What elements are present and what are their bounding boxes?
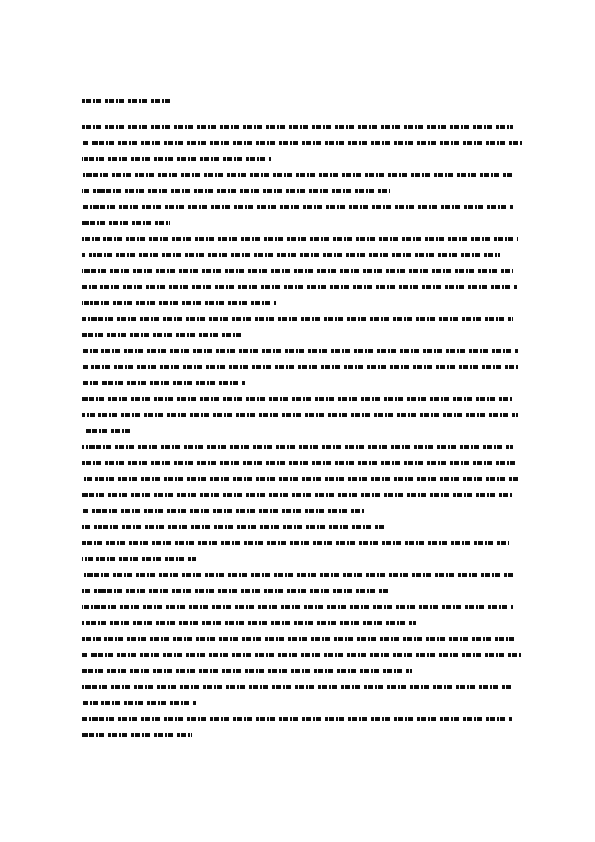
text-line-redacted (82, 445, 513, 449)
text-line-redacted (82, 157, 271, 161)
text-line (82, 381, 522, 392)
document-body (82, 121, 522, 761)
text-line (82, 173, 522, 184)
text-line-redacted (82, 589, 390, 593)
paragraph (82, 205, 522, 232)
text-line-redacted (82, 285, 518, 289)
text-line (82, 125, 522, 136)
text-line-redacted (82, 269, 513, 273)
text-line (82, 141, 522, 152)
paragraph (82, 637, 522, 680)
text-line (82, 509, 522, 520)
text-line (82, 525, 522, 536)
text-line-redacted (82, 381, 245, 385)
paragraph (82, 237, 522, 264)
text-line-redacted (82, 205, 513, 209)
text-line-redacted (82, 509, 364, 513)
text-line (82, 669, 522, 680)
text-line (82, 333, 522, 344)
paragraph (82, 541, 522, 568)
paragraph (82, 605, 522, 632)
text-line (82, 269, 522, 280)
text-line (82, 461, 522, 472)
text-line-redacted (82, 333, 245, 337)
text-line-redacted (82, 365, 518, 369)
text-line-redacted (82, 301, 276, 305)
paragraph (82, 685, 522, 712)
text-line (82, 477, 522, 488)
text-line-redacted (82, 669, 412, 673)
text-line (82, 349, 522, 360)
text-line-redacted (82, 221, 170, 225)
text-line-redacted (82, 317, 513, 321)
paragraph (82, 525, 522, 536)
text-line-redacted (82, 493, 513, 497)
paragraph (82, 173, 522, 200)
text-line-redacted (82, 413, 518, 417)
text-line (82, 541, 522, 552)
paragraph (82, 269, 522, 312)
text-line (82, 685, 522, 696)
text-line (82, 445, 522, 456)
paragraph (82, 349, 522, 392)
text-line-redacted (82, 477, 518, 481)
text-line (82, 717, 522, 728)
text-line-redacted (82, 237, 518, 241)
text-line-redacted (82, 173, 513, 177)
text-line-redacted (82, 189, 390, 193)
text-line (82, 701, 522, 712)
text-line (82, 557, 522, 568)
text-line-redacted (82, 605, 513, 609)
paragraph (82, 317, 522, 344)
text-line-redacted (82, 653, 522, 657)
text-line-redacted (82, 733, 192, 737)
text-line (82, 285, 522, 296)
text-line (82, 589, 522, 600)
text-line (82, 365, 522, 376)
text-line-redacted (82, 141, 522, 145)
paragraph (82, 125, 522, 168)
text-line (82, 621, 522, 632)
text-line-redacted (82, 461, 518, 465)
text-line (82, 733, 522, 744)
text-line (82, 253, 522, 264)
text-line (82, 493, 522, 504)
text-line (82, 205, 522, 216)
text-line-redacted (82, 125, 513, 129)
text-line (82, 221, 522, 232)
text-line-redacted (82, 429, 130, 433)
text-line (82, 317, 522, 328)
text-line-redacted (82, 685, 513, 689)
text-line-redacted (82, 621, 416, 625)
text-line (82, 605, 522, 616)
paragraph (82, 573, 522, 600)
text-line-redacted (82, 573, 513, 577)
text-line-redacted (82, 397, 513, 401)
text-line-redacted (82, 253, 500, 257)
paragraph (82, 445, 522, 520)
paragraph (82, 717, 522, 744)
document-heading (82, 93, 522, 109)
text-line-redacted (82, 525, 386, 529)
text-line (82, 413, 522, 424)
text-line-redacted (82, 637, 518, 641)
text-line-redacted (82, 557, 196, 561)
text-line-redacted (82, 701, 196, 705)
text-line-redacted (82, 717, 513, 721)
text-line (82, 637, 522, 648)
text-line (82, 397, 522, 408)
text-line-redacted (82, 541, 509, 545)
text-line (82, 653, 522, 664)
text-line (82, 301, 522, 312)
text-line (82, 573, 522, 584)
text-line-redacted (82, 349, 518, 353)
text-line (82, 157, 522, 168)
text-line (82, 237, 522, 248)
heading-text-redacted (82, 99, 170, 103)
text-line (82, 189, 522, 200)
text-line (82, 429, 522, 440)
paragraph (82, 397, 522, 440)
